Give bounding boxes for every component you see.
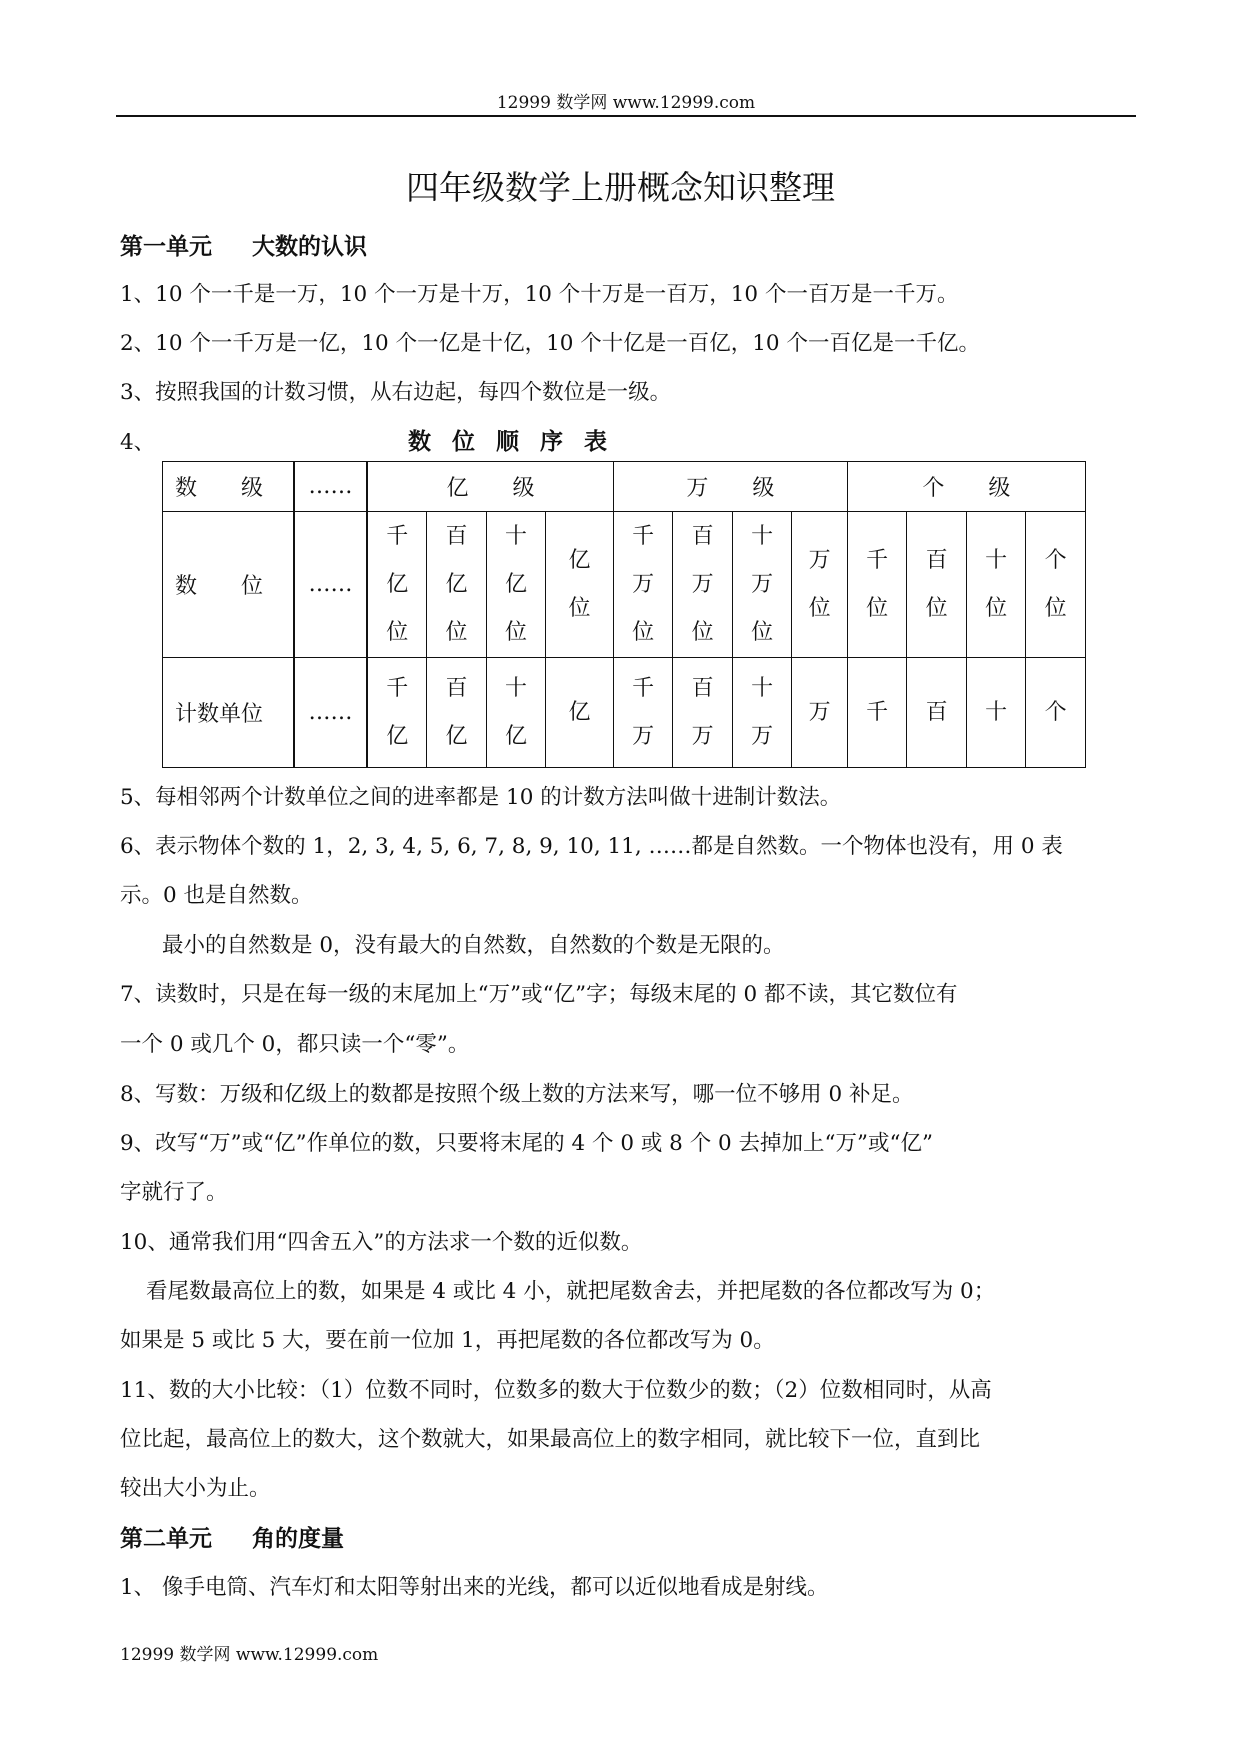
group-yi: 亿 级 [367,462,613,512]
place-cell: 十 位 [966,512,1026,658]
row-unit-dots: …… [294,658,368,768]
unit1-label: 第一单元 [120,234,212,260]
unit2-heading [120,1520,344,1553]
unit1-heading [120,228,367,261]
page-title: 四年级数学上册概念知识整理 [406,168,835,207]
place-cell: 亿 位 [546,512,614,658]
row-place-label: 数 位 [163,512,294,658]
item-6-note: 最小的自然数是 0，没有最大的自然数，自然数的个数是无限的。 [162,933,785,958]
digit-order-table [162,461,1086,768]
unit-cell: 百 [907,658,967,768]
place-cell: 千 万 位 [613,512,673,658]
item-1: 1、10 个一千是一万，10 个一万是十万，10 个十万是一百万，10 个一百万是一千万。 [120,282,959,307]
place-cell: 个 位 [1026,512,1086,658]
row-level-dots: …… [294,462,368,512]
unit-cell: 十 万 [732,658,792,768]
unit-cell: 亿 [546,658,614,768]
item-6: 6、表示物体个数的 1，2, 3, 4, 5, 6, 7, 8, 9, 10, 11, ……都是自然数。一个物体也没有，用 0 表 [120,834,1063,859]
place-cell: 千 亿 位 [367,512,427,658]
item-10-cont: 如果是 5 或比 5 大，要在前一位加 1，再把尾数的各位都改写为 0。 [120,1328,775,1353]
item-10-rule: 看尾数最高位上的数，如果是 4 或比 4 小，就把尾数舍去，并把尾数的各位都改写为 0； [146,1279,996,1304]
place-cell: 十 亿 位 [486,512,546,658]
header-rule [116,115,1136,117]
page-header: 12999 数学网 www.12999.com [496,93,756,113]
item-11-cont1: 位比起，最高位上的数大，这个数就大，如果最高位上的数字相同，就比较下一位，直到比 [120,1427,981,1452]
unit-cell: 十 [966,658,1026,768]
row-place [163,512,1086,658]
unit-cell: 百 万 [673,658,733,768]
item-2: 2、10 个一千万是一亿，10 个一亿是十亿，10 个十亿是一百亿，10 个一百亿是一千亿。 [120,331,980,356]
place-cell: 十 万 位 [732,512,792,658]
unit-cell: 千 亿 [367,658,427,768]
group-wan: 万 级 [613,462,847,512]
unit-cell: 百 亿 [427,658,487,768]
item-6-cont: 示。0 也是自然数。 [120,883,313,908]
item-3: 3、按照我国的计数习惯，从右边起，每四个数位是一级。 [120,380,672,405]
unit-cell: 千 万 [613,658,673,768]
unit2-label: 第二单元 [120,1526,212,1552]
unit1-name: 大数的认识 [252,234,367,260]
item-9-cont: 字就行了。 [120,1180,228,1205]
item-9: 9、改写“万”或“亿”作单位的数，只要将末尾的 4 个 0 或 8 个 0 去掉加上“万”或“亿” [120,1131,934,1156]
item-4-number: 4、 [120,430,156,455]
unit2-name: 角的度量 [252,1526,344,1552]
item-7-cont: 一个 0 或几个 0，都只读一个“零”。 [120,1032,470,1057]
place-cell: 千 位 [847,512,907,658]
row-place-dots: …… [294,512,368,658]
unit2-item-1: 1、 像手电筒、汽车灯和太阳等射出来的光线，都可以近似地看成是射线。 [120,1575,829,1600]
place-cell: 百 亿 位 [427,512,487,658]
unit-cell: 十 亿 [486,658,546,768]
unit-cell: 万 [792,658,847,768]
page-footer: 12999 数学网 www.12999.com [120,1645,379,1665]
row-level-label: 数 级 [163,462,294,512]
unit-cell: 个 [1026,658,1086,768]
place-cell: 万 位 [792,512,847,658]
table-caption: 数位顺序表 [408,429,628,455]
row-unit [163,658,1086,768]
row-level [163,462,1086,512]
item-11-cont2: 较出大小为止。 [120,1476,271,1501]
row-unit-label: 计数单位 [163,658,294,768]
item-10: 10、通常我们用“四舍五入”的方法求一个数的近似数。 [120,1230,643,1255]
unit-cell: 千 [847,658,907,768]
item-8: 8、写数：万级和亿级上的数都是按照个级上数的方法来写，哪一位不够用 0 补足。 [120,1082,914,1107]
group-ge: 个 级 [847,462,1085,512]
item-11: 11、数的大小比较：（1）位数不同时，位数多的数大于位数少的数；（2）位数相同时，从高 [120,1378,992,1403]
place-cell: 百 位 [907,512,967,658]
item-7: 7、读数时，只是在每一级的末尾加上“万”或“亿”字；每级末尾的 0 都不读，其它数位有 [120,982,958,1007]
item-5: 5、每相邻两个计数单位之间的进率都是 10 的计数方法叫做十进制计数法。 [120,785,842,810]
place-cell: 百 万 位 [673,512,733,658]
